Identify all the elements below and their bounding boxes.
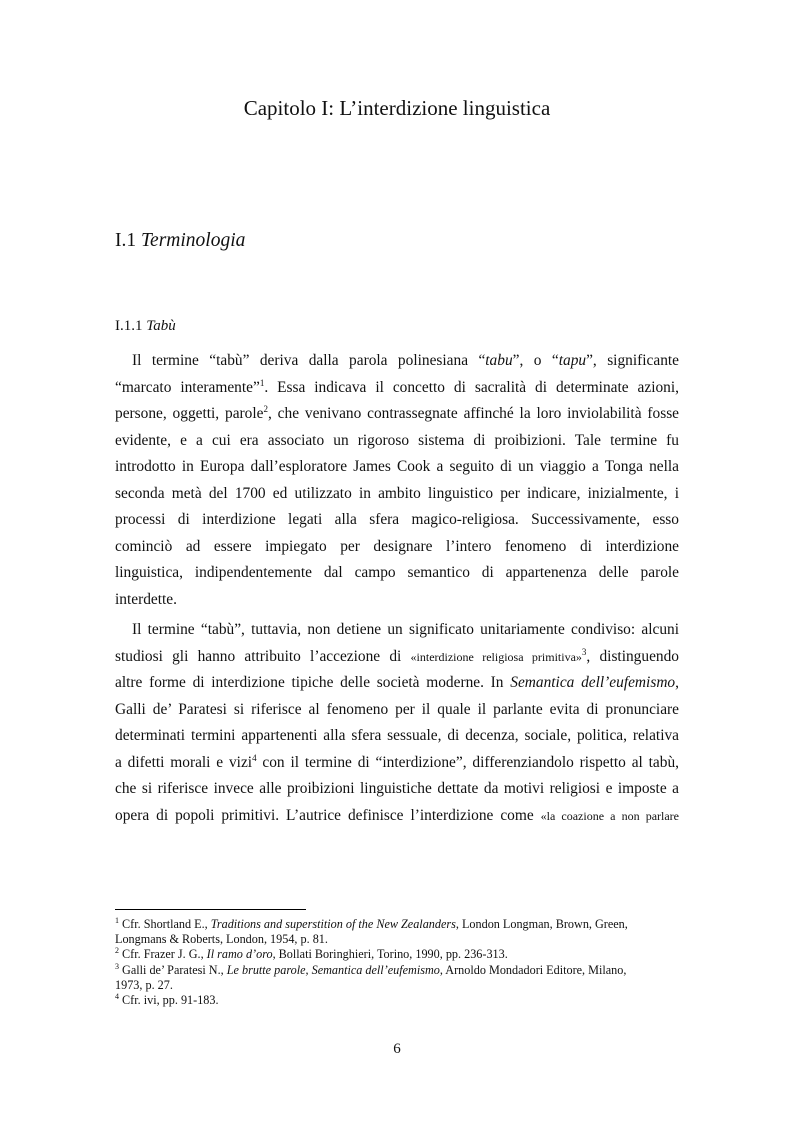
body-line: evidente, e a cui era associato un rigoroso sistema di proibizioni. Tale termine fu [115, 431, 679, 449]
subsection-title: Tabù [146, 318, 176, 334]
footnote-ref[interactable]: 3 [581, 646, 587, 657]
body-line: Il termine “tabù”, tuttavia, non detiene un significato unitariamente condiviso: alcuni [132, 621, 679, 638]
quotation: «interdizione religiosa primitiva» [410, 649, 582, 664]
body-line: processi di interdizione legati alla sfera magico-religiosa. Successivamente, esso [115, 511, 679, 528]
subsection-heading [115, 316, 176, 336]
subsection-number: I.1.1 [115, 318, 143, 334]
footnote-4: $^4$ Cfr. ivi, pp. 91-183. [115, 991, 219, 1007]
quotation: «la coazione a non parlare [540, 808, 679, 823]
body-line: seconda metà del 1700 ed utilizzato in ambito linguistico per indicare, inizialmente, i [115, 484, 679, 502]
footnotes [115, 917, 679, 1008]
section-title: Terminologia [141, 230, 246, 251]
footnote-2: $^2$ Cfr. Frazer J. G., Il ramo d’oro, Bollati Boringhieri, Torino, 1990, pp. 236-313. [115, 946, 508, 962]
body-line: cominciò ad essere impiegato per designare l’intero fenomeno di interdizione [115, 537, 679, 555]
footnote-ref[interactable]: 2 [263, 404, 268, 414]
section-heading [115, 229, 245, 253]
footnote-ref[interactable]: 1 [259, 377, 265, 388]
body-line: Galli de’ Paratesi si riferisce al fenomeno per il quale il parlante evita di pronunciare [115, 700, 679, 718]
body-line: introdotto in Europa dall’esploratore James Cook a seguito di un viaggio a Tonga nella [115, 458, 679, 475]
footnote-1: $^1$ Cfr. Shortland E., Traditions and superstition of the New Zealanders, London Longman, Brown, Green, Longmans & Roberts, London, 1954, p. 81. [115, 916, 628, 947]
body-line: opera di popoli primitivi. L’autrice definisce l’interdizione come «la coazione a non parlare [115, 806, 679, 824]
body-line: “marcato interamente”$^1$. Essa indicava il concetto di sacralità di determinate azioni, [115, 377, 679, 396]
page-number: 6 [393, 1041, 401, 1057]
chapter-title: Capitolo I: L’interdizione linguistica [243, 96, 551, 120]
paragraph-1 [115, 348, 679, 613]
footnote-divider [115, 909, 306, 910]
body-line: a difetti morali e vizi$^4$ con il termine di “interdizione”, differenziandolo rispetto al tabù, [115, 752, 679, 771]
body-line: determinati termini appartenenti alla sfera sessuale, di decenza, sociale, politica, relativa [115, 727, 679, 744]
body-line: interdette. [115, 590, 177, 608]
body-line: che si riferisce invece alle proibizioni linguistiche dettate da motivi religiosi e imposte a [115, 780, 679, 797]
section-number: I.1 [115, 230, 137, 251]
body-line: studiosi gli hanno attribuito l’accezione di «interdizione religiosa primitiva»$^3$, distinguendo [115, 646, 679, 665]
paragraph-2 [115, 617, 679, 829]
body-line: linguistica, indipendentemente dal campo semantico di appartenenza delle parole [115, 564, 679, 581]
body-line: persone, oggetti, parole$^2$, che venivano contrassegnate affinché la loro inviolabilità fosse [115, 404, 680, 422]
footnote-3: $^3$ Galli de’ Paratesi N., Le brutte parole, Semantica dell’eufemismo, Arnoldo Mondadori Editore, Milano, 1973, p. 27. [115, 961, 627, 992]
footnote-ref[interactable]: 4 [252, 752, 257, 763]
book-title: Semantica dell’eufemismo [510, 674, 676, 691]
body-line: Il termine “tabù” deriva dalla parola polinesiana “tabu”, o “tapu”, significante [132, 352, 679, 369]
body-line: altre forme di interdizione tipiche delle società moderne. In Semantica dell’eufemismo, [115, 674, 679, 691]
